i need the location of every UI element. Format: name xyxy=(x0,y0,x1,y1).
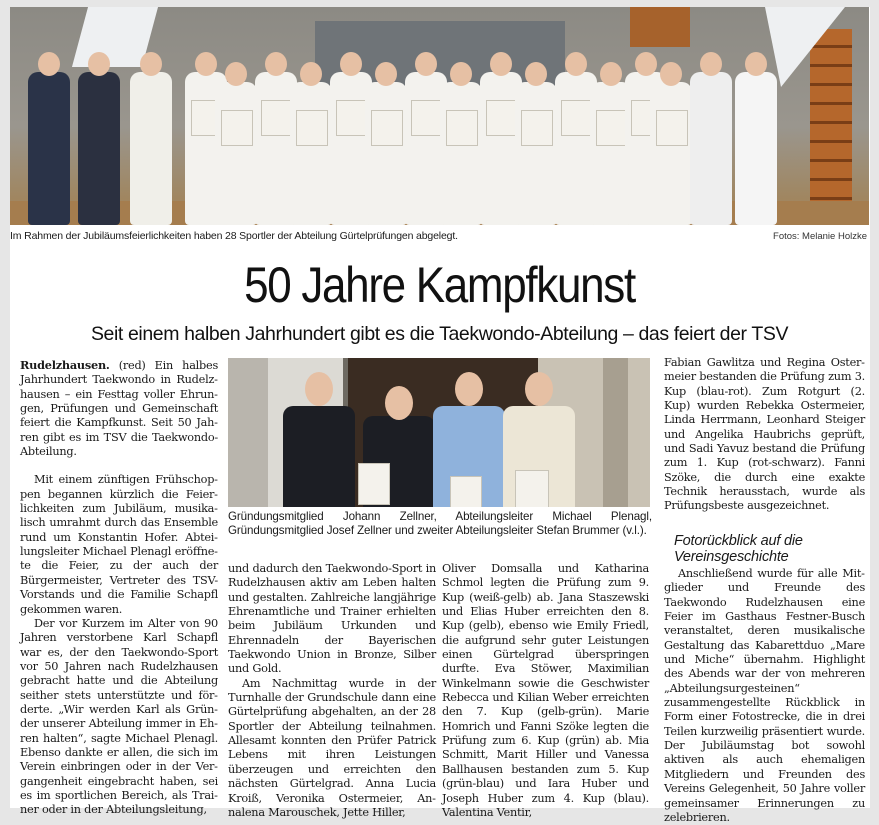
photo-person-head xyxy=(38,52,60,76)
photo-certificate xyxy=(296,110,328,146)
photo-person-head xyxy=(525,372,553,406)
photo-wall-bars xyxy=(810,29,852,209)
photo-person-head xyxy=(660,62,682,86)
photo-person xyxy=(365,82,407,225)
photo-person xyxy=(690,72,732,225)
dateline: Rudelzhausen. xyxy=(20,358,110,372)
photo-certificate xyxy=(446,110,478,146)
photo-caption-text: Im Rahmen der Jubiläumsfeierlichkeiten haben 28 Sportler der Abteilung Gürtelprüfungen abgelegt. xyxy=(10,230,458,242)
article-column-3 xyxy=(442,562,649,820)
photo-person-head xyxy=(490,52,512,76)
article-column-1 xyxy=(20,358,218,818)
photo-person-head xyxy=(600,62,622,86)
photo-certificate xyxy=(521,110,553,146)
paragraph: Am Nachmittag wurde in der Turnhalle der Grundschule dann eine Gürtelprüfung abgehalten, an der 28 Sportler der Abteilung teilnahmen. Allesamt konnten den Prüfer Patrick Lebens mit ihren Leistungen überzeugen und erreichten den nächsten Gürtelgrad. Anna Lucia Kroiß, Veronika Ostermeier, Annalena Marouschek, Jette Hiller, xyxy=(228,676,436,819)
photo-person-head xyxy=(745,52,767,76)
photo-certificate xyxy=(411,100,443,136)
photo-certificate xyxy=(261,100,293,136)
photo-person xyxy=(440,82,482,225)
paragraph-text: (red) Ein halbes Jahrhundert Taekwondo in Rudelzhausen – ein Festtag voller Ehrungen, Prüfungen und Gemeinschaft feiert die Kampfkunst. Seit 50 Jahren gibt es im TSV die Taekwondo-Abteilung. xyxy=(20,359,219,459)
photo-person xyxy=(215,82,257,225)
photo-person xyxy=(735,72,777,225)
photo-door xyxy=(630,7,690,47)
article-column-4-continued xyxy=(664,567,865,825)
photo-wall xyxy=(228,358,268,507)
paragraph: Der vor Kurzem im Alter von 90 Jahren verstorbene Karl Schapfl war es, der den Taekwondo-Sport vor 50 Jahren nach Rudelzhausen gebracht hatte und die Abteilung seither stets unterstützte und förderte. „Wir werden Karl als Gründer unserer Abteilung immer in Ehren halten“, sagte Michael Plenagl. Ebenso dankte er allen, die sich im Verein einbringen oder in der Vergangenheit eingebracht haben, sei es im sportlichen Bereich, als Trainer oder in der Abteilungsleitung, xyxy=(20,616,218,817)
photo-pillar xyxy=(603,358,628,507)
photo-certificate xyxy=(486,100,518,136)
article-column-4 xyxy=(664,356,865,514)
photo-person xyxy=(650,82,692,225)
photo-person-head xyxy=(450,62,472,86)
subheadline: Seit einem halben Jahrhundert gibt es die Taekwondo-Abteilung – das feiert der TSV xyxy=(90,323,789,345)
section-subtitle: Fotorückblick auf die Vereinsgeschichte xyxy=(674,533,803,565)
newspaper-page xyxy=(10,7,870,824)
photo-person-head xyxy=(88,52,110,76)
group-photo xyxy=(10,7,869,225)
photo-certificate xyxy=(371,110,403,146)
photo-person-head xyxy=(340,52,362,76)
photo-certificate xyxy=(596,110,628,146)
photo-person xyxy=(130,72,172,225)
photo-person xyxy=(28,72,70,225)
article-column-2 xyxy=(228,562,436,820)
founders-photo-caption: Gründungsmitglied Johann Zellner, Abteilungsleiter Michael Plenagl, Gründungsmitglied Josef Zellner und zweiter Abteilungsleiter Stefan Brummer (v.l.). xyxy=(228,510,652,537)
photo-certificate xyxy=(221,110,253,146)
photo-person-head xyxy=(265,52,287,76)
lead-paragraph xyxy=(20,358,218,459)
paragraph: Mit einem zünftigen Frühschoppen begannen kürzlich die Feierlichkeiten zum Jubiläum, musikalisch umrahmt durch das Ensemble rund um Konstantin Hofer. Abteilungsleiter Michael Plenagl eröffnete die Feier, zu der auch der Bürgermeister, Vertreter des TSV-Vorstands und die Familie Schapfl gekommen waren. xyxy=(20,473,218,616)
photo-person-head xyxy=(305,372,333,406)
photo-certificate xyxy=(515,470,549,507)
photo-person-head xyxy=(225,62,247,86)
photo-person xyxy=(515,82,557,225)
photo-certificate xyxy=(561,100,593,136)
photo-person-head xyxy=(140,52,162,76)
photo-certificate xyxy=(358,463,390,505)
photo-person-head xyxy=(195,52,217,76)
photo-person-head xyxy=(300,62,322,86)
photo-credit: Fotos: Melanie Holzke xyxy=(773,231,867,242)
paragraph: und dadurch den Taekwondo-Sport in Rudelzhausen aktiv am Leben halten und gestalten. Zahlreiche langjährige Ehrenamtliche und Trainer erhielten beim Jubiläum Urkunden und Ehrennadeln der Bayerischen Taekwondo Union in Bronze, Silber und Gold. xyxy=(228,562,436,676)
headline: 50 Jahre Kampfkunst xyxy=(244,257,635,313)
photo-person-head xyxy=(375,62,397,86)
photo-person-head xyxy=(415,52,437,76)
photo-person-head xyxy=(635,52,657,76)
founders-photo xyxy=(228,358,650,507)
top-photo-caption xyxy=(10,230,869,246)
photo-certificate xyxy=(656,110,688,146)
photo-person xyxy=(290,82,332,225)
photo-person-head xyxy=(565,52,587,76)
photo-person-head xyxy=(455,372,483,406)
photo-person-head xyxy=(700,52,722,76)
photo-certificate xyxy=(450,476,482,507)
photo-person-head xyxy=(525,62,547,86)
paragraph: Anschließend wurde für alle Mitglieder und Freunde des Taekwondo Rudelzhausen eine Feier im Gasthaus Festner-Busch veranstaltet, deren musikalische Gestaltung das Kabarettduo „Mare und Miche“ übernahm. Highlight des Abends war der von mehreren „Abteilungsurgesteinen“ zusammengestellte Rückblick in Form einer Fotostrecke, die in drei Teilen kurzweilig präsentiert wurde. Der Jubiläumstag bot sowohl aktiven als auch ehemaligen Mitgliedern und Freunden des Vereins Gelegenheit, 50 Jahre voller gemeinsamer Erinnerungen zu zelebrieren. xyxy=(664,567,865,824)
paragraph: Fabian Gawlitza und Regina Ostermeier bestanden die Prüfung zum 3. Kup (blau-rot). Zum Rotgurt (2. Kup) wurden Rebekka Ostermeier, Linda Herrmann, Leonhard Steiger und Angelika Haubrichs geprüft, und Sadi Yavuz bestand die Prüfung zum 1. Kup (rot-schwarz). Fanni Szöke, die durch eine exakte Technik herausstach, wurde als Prüfungsbeste ausgezeichnet. xyxy=(664,356,865,513)
photo-person xyxy=(283,406,355,507)
photo-person xyxy=(78,72,120,225)
photo-person-head xyxy=(385,386,413,420)
paragraph: Oliver Domsalla und Katharina Schmol legten die Prüfung zum 9. Kup (weiß-gelb) ab. Jana Staszewski und Elias Huber erreichten den 8. Kup (gelb), ebenso wie Emily Friedl, die aufgrund sehr guter Leistungen einen Gürtelgrad überspringen durfte. Eva Stöwer, Maximilian Winkelmann sowie die Geschwister Rebecca und Kilian Weber erreichten den 7. Kup (gelb-grün). Marie Homrich und Fanni Szöke legten die Prüfung zum 6. Kup (grün) ab. Mia Schmitt, Marit Hiller und Vanessa Ballhausen bestanden zum 5. Kup (grün-blau) und Iara Huber und Joseph Huber zum 4. Kup (blau). Valentina Ventir, xyxy=(442,562,649,819)
photo-certificate xyxy=(336,100,368,136)
